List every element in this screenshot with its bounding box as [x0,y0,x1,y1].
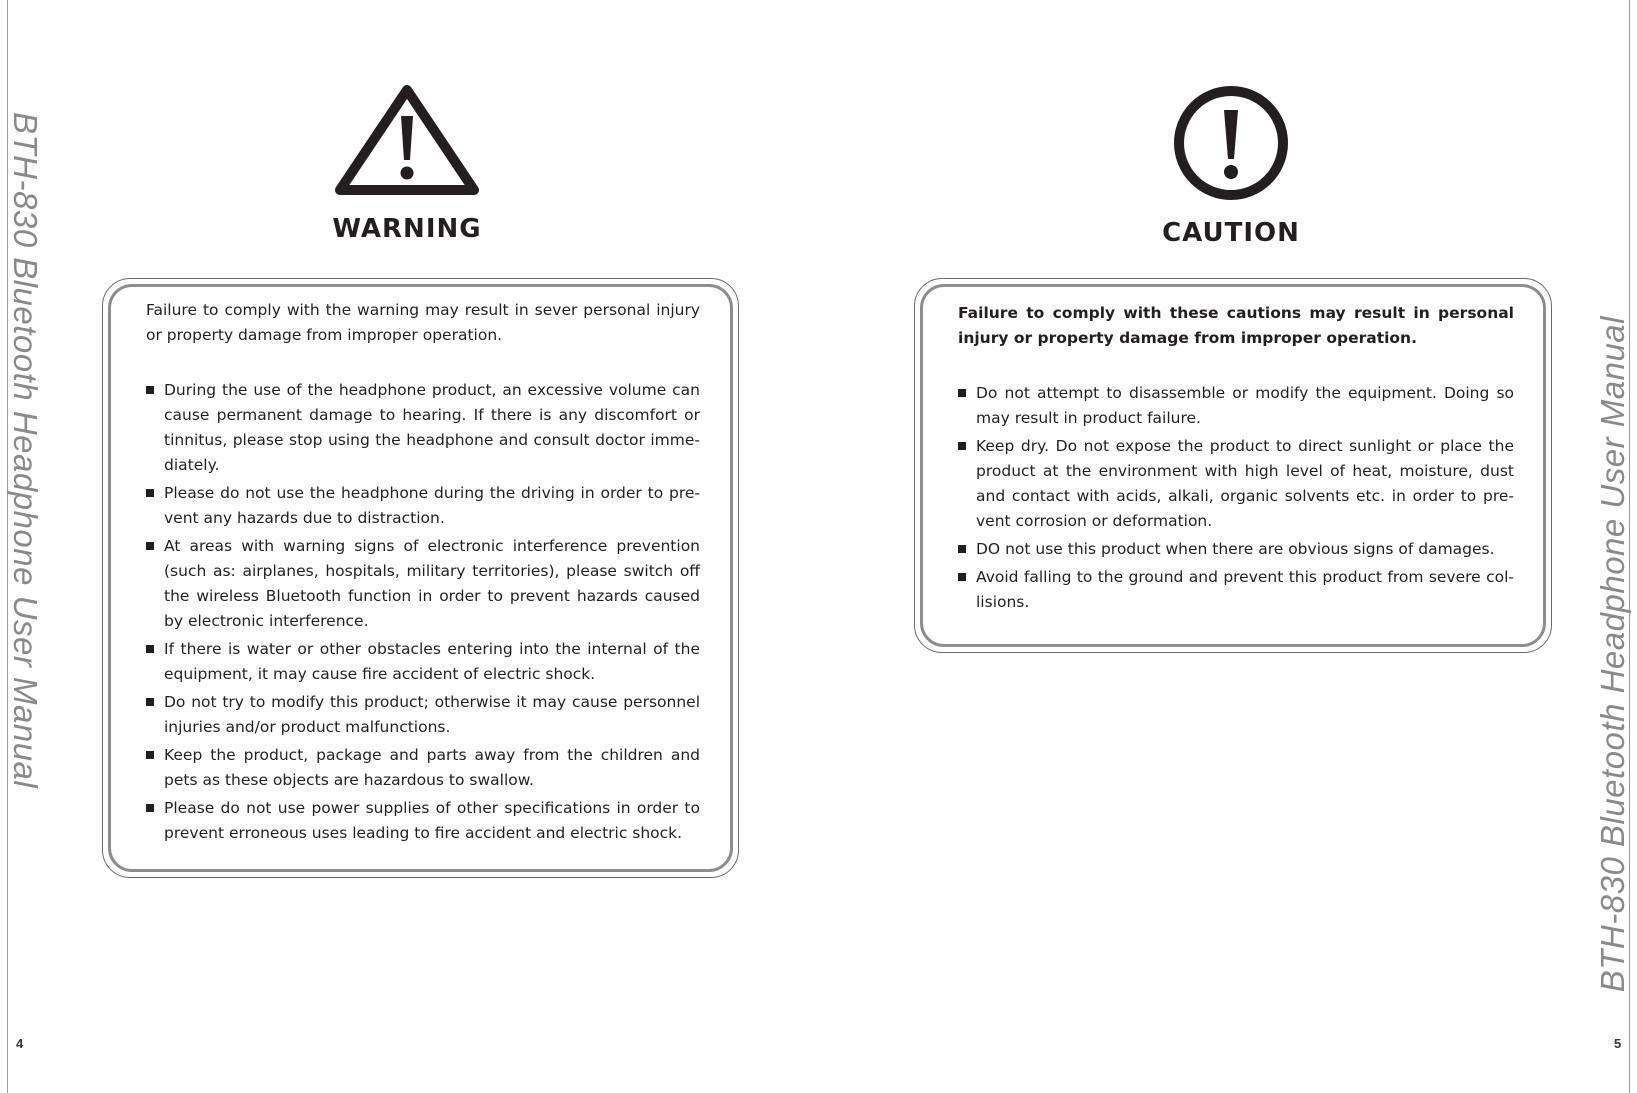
caution-item-text: DO not use this product when there are obvious signs of damages. [976,540,1495,558]
warning-item-text: Keep the product, package and parts away from the children and pets as these objects are hazardous to swallow. [164,746,700,789]
bullet-square-icon [146,645,154,653]
list-item [146,690,700,740]
caution-circle-icon [1172,84,1290,202]
warning-item-text: Please do not use power supplies of other specifications in order to prevent erroneous uses leading to fire accident and electric shock. [164,799,700,842]
caution-list [958,381,1514,615]
page-number-left: 4 [16,1036,24,1051]
bullet-square-icon [958,442,966,450]
caution-heading: CAUTION [1162,218,1300,248]
warning-item-text: Do not try to modify this product; otherwise it may cause personnel injuries and/or product malfunctions. [164,693,700,736]
page-number-right: 5 [1614,1036,1622,1051]
bullet-square-icon [146,751,154,759]
caution-item-text: Keep dry. Do not expose the product to direct sunlight or place the product at the environment with high level of heat, moisture, dust and contact with acids, alkali, organic solvents etc. in order to pre-vent corrosion or deformation. [976,437,1514,530]
warning-triangle-icon [334,84,480,198]
warning-item-text: Please do not use the headphone during the driving in order to pre-vent any hazards due to distraction. [164,484,700,527]
caution-item-text: Do not attempt to disassemble or modify the equipment. Doing so may result in product failure. [976,384,1514,427]
list-item [146,743,700,793]
bullet-square-icon [958,389,966,397]
list-item [146,481,700,531]
warning-intro: Failure to comply with the warning may result in sever personal injury or property damage from improper operation. [146,301,700,344]
bullet-square-icon [958,545,966,553]
warning-text [146,298,700,849]
caution-item-text: Avoid falling to the ground and prevent this product from severe col-lisions. [976,568,1514,611]
bullet-square-icon [146,386,154,394]
list-item [146,378,700,478]
bullet-square-icon [146,804,154,812]
warning-item-text: During the use of the headphone product, an excessive volume can cause permanent damage to hearing. If there is any discomfort or tinnitus, please stop using the headphone and consult doctor imme-diately. [164,381,700,474]
list-item [958,434,1514,534]
list-item [146,796,700,846]
list-item [958,565,1514,615]
warning-heading: WARNING [332,214,482,244]
warning-item-text: At areas with warning signs of electronic interference prevention (such as: airplanes, hospitals, military territories), please switch off the wireless Bluetooth function in order to prevent hazards caused by electronic interference. [164,537,700,630]
right-side-title: BTH-830 Bluetooth Headphone User Manual [1594,316,1631,993]
bullet-square-icon [958,573,966,581]
caution-text [958,301,1514,618]
list-item [146,534,700,634]
left-side-title: BTH-830 Bluetooth Headphone User Manual [7,112,44,789]
list-item [958,381,1514,431]
bullet-square-icon [146,542,154,550]
warning-list [146,378,700,846]
bullet-square-icon [146,698,154,706]
list-item [146,637,700,687]
caution-intro: Failure to comply with these cautions may result in personal injury or property damage from improper operation. [958,304,1514,347]
bullet-square-icon [146,489,154,497]
warning-item-text: If there is water or other obstacles entering into the internal of the equipment, it may cause fire accident of electric shock. [164,640,700,683]
list-item [958,537,1514,562]
